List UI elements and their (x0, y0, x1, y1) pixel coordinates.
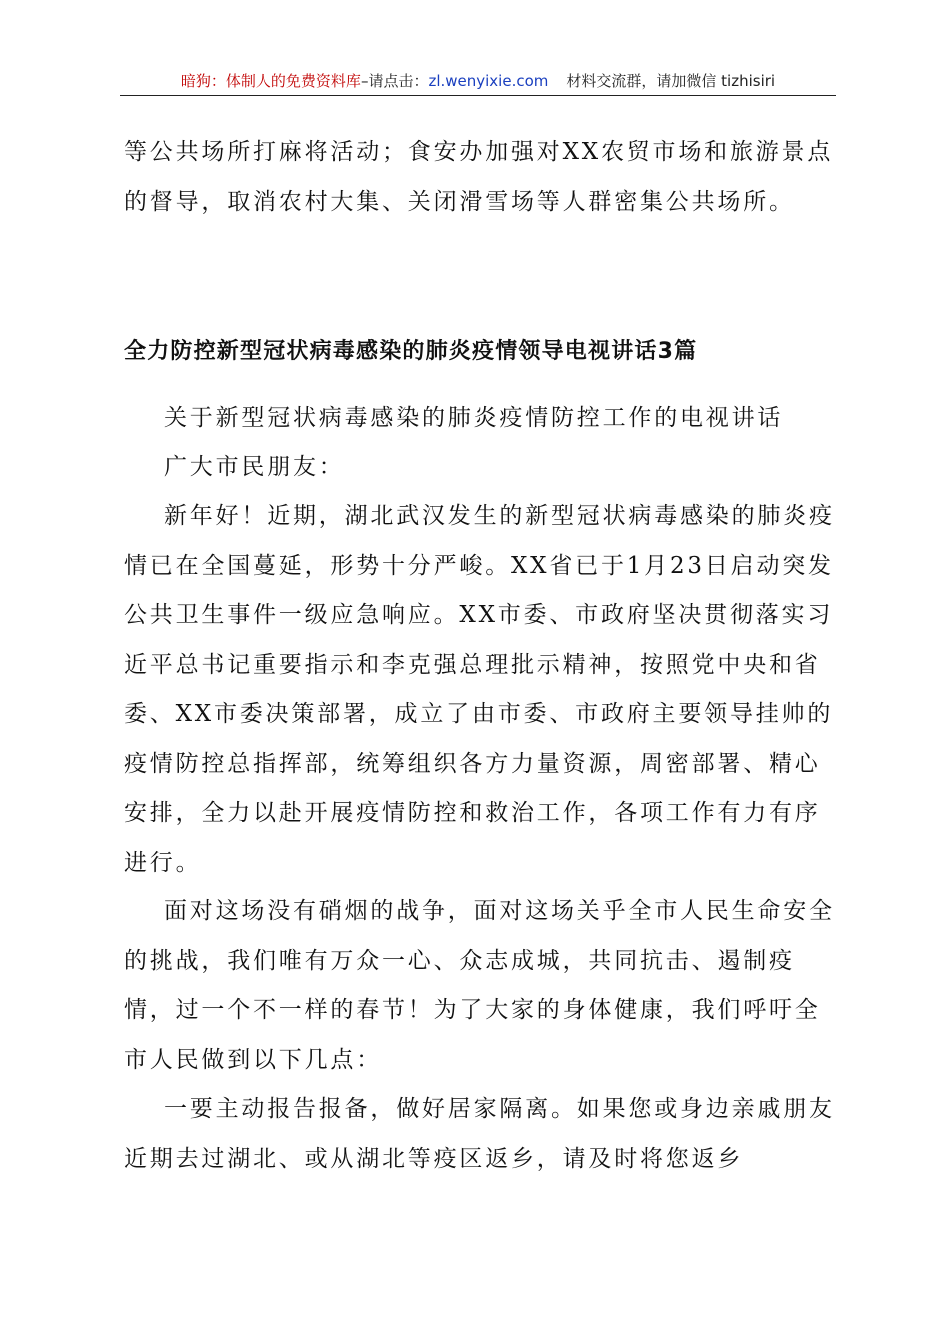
header-brand: 暗狗：体制人的免费资料库 (180, 72, 361, 90)
paragraph-2: 新年好！近期，湖北武汉发生的新型冠状病毒感染的肺炎疫情已在全国蔓延，形势十分严峻。XX省已于1月23日启动突发公共卫生事件一级应急响应。XX市委、市政府坚决贯彻落实习近平总书记重要指示和李克强总理批示精神，按照党中央和省委、XX市委决策部署，成立了由市委、市政府主要领导挂帅的疫情防控总指挥部，统筹组织各方力量资源，周密部署、精心安排，全力以赴开展疫情防控和救治工作，各项工作有力有序进行。 (124, 503, 835, 876)
speech-title: 关于新型冠状病毒感染的肺炎疫情防控工作的电视讲话 (164, 405, 784, 431)
header-divider (120, 95, 836, 96)
paragraph-4: 一要主动报告报备，做好居家隔离。如果您或身边亲戚朋友近期去过湖北、或从湖北等疫区返乡，请及时将您返乡 (124, 1096, 835, 1172)
section-title: 全力防控新型冠状病毒感染的肺炎疫情领导电视讲话3篇 (124, 339, 698, 364)
header-click-prefix: –请点击： (360, 72, 429, 90)
paragraph-continued: 等公共场所打麻将活动；食安办加强对XX农贸市场和旅游景点的督导，取消农村大集、关闭滑雪场等人群密集公共场所。 (124, 139, 834, 215)
header-group-text: 材料交流群，请加微信 tizhisiri (566, 72, 776, 90)
paragraph-3: 面对这场没有硝烟的战争，面对这场关乎全市人民生命安全的挑战，我们唯有万众一心、众志成城，共同抗击、遏制疫情，过一个不一样的春节！为了大家的身体健康，我们呼吁全市人民做到以下几点： (124, 898, 835, 1073)
page-header (120, 68, 836, 94)
header-url-link[interactable]: zl.wenyixie.com (428, 72, 549, 90)
salutation: 广大市民朋友： (164, 454, 345, 480)
